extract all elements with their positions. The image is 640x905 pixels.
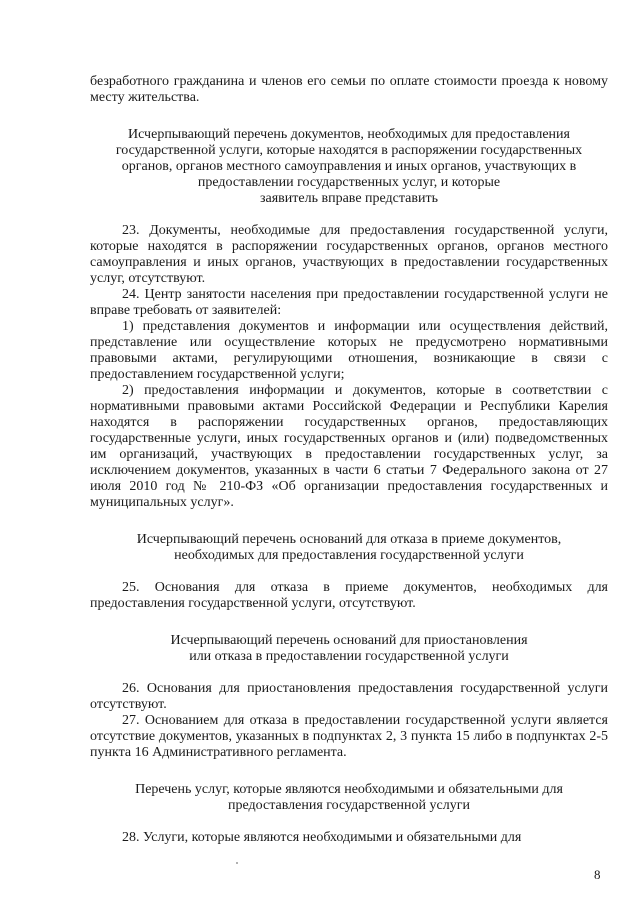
heading-line: Исчерпывающий перечень оснований для приостановления <box>170 633 528 648</box>
heading-line: или отказа в предоставлении государственной услуги <box>189 649 509 664</box>
paragraph-24-item-2: 2) предоставления информации и документов, которые в соответствии с нормативными правовыми актами Российской Федерации и Республики Карелия находятся в распоряжении государственных органов, предоставляющих государственные услуги, иных государственных органов и (или) подведомственных им организаций, участвующих в предоставлении государственных услуг, за исключением документов, указанных в части 6 статьи 7 Федерального закона от 27 июля 2010 год № 210-ФЗ «Об организации предоставления государственных и муниципальных услуг». <box>90 383 608 510</box>
heading-line: Перечень услуг, которые являются необходимыми и обязательными для <box>135 782 563 797</box>
heading-line: Исчерпывающий перечень документов, необходимых для предоставления <box>128 127 570 142</box>
section-heading-suspension <box>90 633 608 665</box>
heading-line: предоставлении государственных услуг, и которые <box>197 175 501 190</box>
scan-speck <box>236 862 238 864</box>
paragraph-25: 25. Основания для отказа в приеме документов, необходимых для предоставления государственной услуги, отсутствуют. <box>90 580 608 611</box>
heading-line: органов, органов местного самоуправления и иных органов, участвующих в <box>121 159 577 174</box>
paragraph-23: 23. Документы, необходимые для предоставления государственной услуги, которые находятся в распоряжении государственных органов, органов местного самоуправления и иных органов, участвующих в предоставлении государственных услуг, отсутствуют. <box>90 223 608 286</box>
section-heading-refusal-acceptance <box>90 532 608 564</box>
paragraph-24-item-1: 1) представления документов и информации или осуществления действий, представление или осуществление которых не предусмотрено нормативными правовыми актами, регулирующими отношения, возникающие в связи с предоставлением государственной услуги; <box>90 319 608 382</box>
lead-paragraph: безработного гражданина и членов его семьи по оплате стоимости проезда к новому месту жительства. <box>90 74 608 105</box>
page-body <box>90 74 608 846</box>
heading-line: необходимых для предоставления государственной услуги <box>174 548 524 563</box>
paragraph-26: 26. Основания для приостановления предоставления государственной услуги отсутствуют. <box>90 681 608 712</box>
heading-line: Исчерпывающий перечень оснований для отказа в приеме документов, <box>136 532 562 547</box>
heading-line: заявитель вправе представить <box>259 191 438 206</box>
section-heading-documents <box>90 127 608 207</box>
paragraph-28: 28. Услуги, которые являются необходимыми и обязательными для <box>122 830 522 845</box>
heading-line: государственной услуги, которые находятся в распоряжении государственных <box>115 143 583 158</box>
section-heading-required-services <box>90 782 608 814</box>
heading-line: предоставления государственной услуги <box>228 798 470 813</box>
page-number: 8 <box>594 867 601 882</box>
paragraph-24: 24. Центр занятости населения при предоставлении государственной услуги не вправе требовать от заявителей: <box>90 287 608 318</box>
paragraph-27: 27. Основанием для отказа в предоставлении государственной услуги является отсутствие документов, указанных в подпунктах 2, 3 пункта 15 либо в подпунктах 2-5 пункта 16 Административного регламента. <box>90 713 608 760</box>
